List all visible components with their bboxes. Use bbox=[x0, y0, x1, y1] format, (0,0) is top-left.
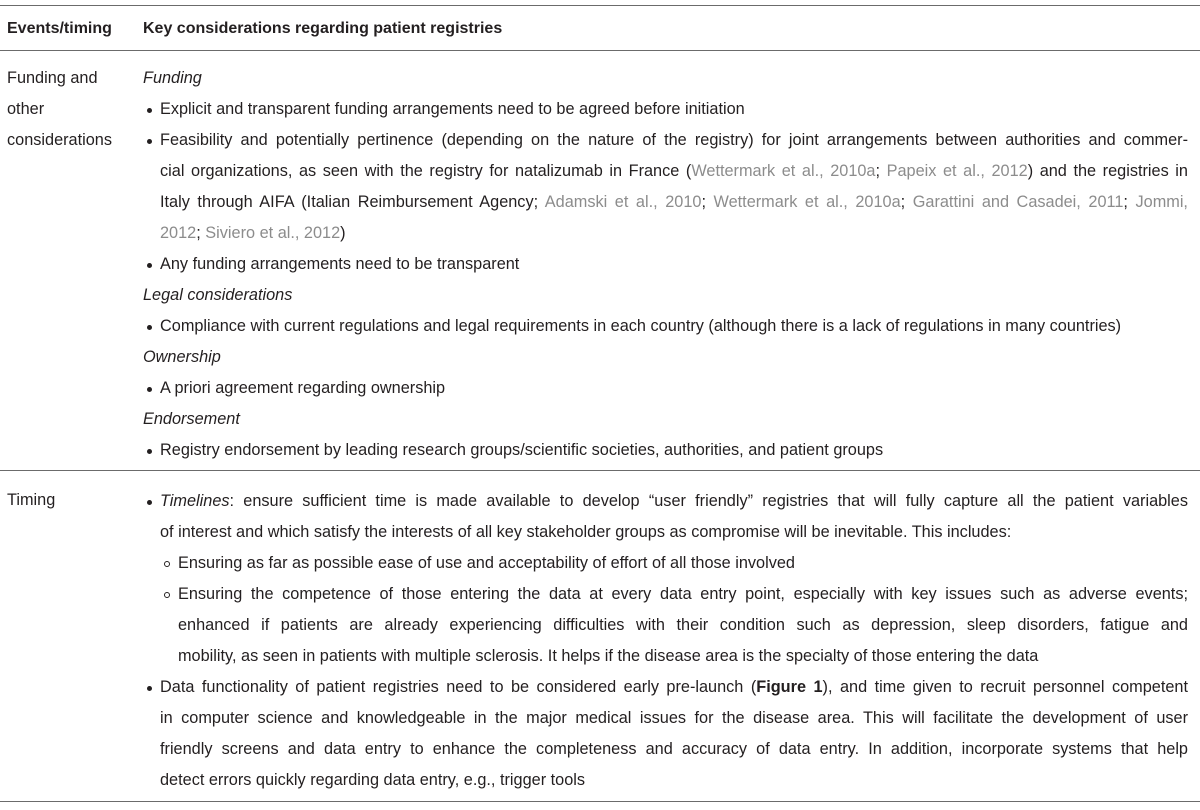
citation[interactable]: Siviero et al., 2012 bbox=[205, 224, 341, 242]
bullet-item bbox=[143, 672, 1188, 796]
citation[interactable]: 2012 bbox=[160, 224, 197, 242]
column-header-considerations: Key considerations regarding patient registries bbox=[143, 20, 503, 37]
bullet-item: Registry endorsement by leading research groups/scientific societies, authorities, and patient groups bbox=[143, 435, 1188, 466]
row-label-line: other bbox=[7, 100, 45, 118]
row-label-line: Funding and bbox=[7, 69, 98, 87]
text-line: cial organizations, as seen with the registry for natalizumab in France (Wettermark et al., 2010a; Papeix et al., 2012) and the registries in bbox=[160, 162, 1188, 180]
text-line: 2012; Siviero et al., 2012) bbox=[160, 224, 346, 242]
column-header-events: Events/timing bbox=[7, 20, 112, 37]
text-line: Data functionality of patient registries need to be considered early pre-launch (Figure 1), and time given to recruit personnel competent bbox=[160, 678, 1188, 696]
row-label-funding bbox=[7, 63, 112, 156]
citation[interactable]: Wettermark et al., 2010a bbox=[691, 162, 876, 180]
row1-content bbox=[143, 63, 1188, 466]
row2-content bbox=[143, 486, 1188, 796]
citation[interactable]: Jommi, bbox=[1135, 193, 1188, 211]
citation[interactable]: Garattini and Casadei, 2011 bbox=[912, 193, 1124, 211]
text-line: detect errors quickly regarding data entry, e.g., trigger tools bbox=[160, 771, 586, 789]
citation[interactable]: Adamski et al., 2010 bbox=[544, 193, 702, 211]
row-label-line: considerations bbox=[7, 131, 112, 149]
section-heading-endorsement: Endorsement bbox=[143, 410, 240, 428]
text-line: Timelines: ensure sufficient time is made available to develop “user friendly” registries that will fully capture all the patient variables bbox=[160, 492, 1188, 510]
bullet-item: Explicit and transparent funding arrangements need to be agreed before initiation bbox=[143, 94, 1188, 125]
sub-bullet-item: Ensuring as far as possible ease of use and acceptability of effort of all those involved bbox=[143, 548, 1188, 579]
text-line: enhanced if patients are already experiencing difficulties with their condition such as depression, sleep disorders, fatigue and bbox=[178, 616, 1188, 634]
section-heading-ownership: Ownership bbox=[143, 348, 221, 366]
bullet-item: Compliance with current regulations and legal requirements in each country (although there is a lack of regulations in many countries) bbox=[143, 311, 1188, 342]
section-heading-legal: Legal considerations bbox=[143, 286, 293, 304]
top-rule bbox=[0, 5, 1200, 6]
section-heading-funding: Funding bbox=[143, 69, 202, 87]
bullet-item: Any funding arrangements need to be transparent bbox=[143, 249, 1188, 280]
text-line: mobility, as seen in patients with multiple sclerosis. It helps if the disease area is the specialty of those entering the data bbox=[178, 647, 1039, 665]
text-line: of interest and which satisfy the interests of all key stakeholder groups as compromise will be inevitable. This includes: bbox=[160, 523, 1012, 541]
bullet-item bbox=[143, 125, 1188, 249]
text-line: Feasibility and potentially pertinence (depending on the nature of the registry) for joint arrangements between authorities and commer- bbox=[160, 131, 1188, 149]
citation[interactable]: Papeix et al., 2012 bbox=[886, 162, 1028, 180]
figure-reference[interactable]: Figure 1 bbox=[756, 678, 823, 696]
row-label-line: Timing bbox=[7, 491, 56, 509]
row-divider bbox=[0, 470, 1200, 471]
sub-bullet-item bbox=[143, 579, 1188, 672]
text-line: friendly screens and data entry to enhance the completeness and accuracy of data entry. In addition, incorporate systems that help bbox=[160, 740, 1188, 758]
bottom-rule bbox=[0, 801, 1200, 802]
text-line: Ensuring the competence of those entering the data at every data entry point, especially with key issues such as adverse events; bbox=[178, 585, 1188, 603]
text-line: in computer science and knowledgeable in the major medical issues for the disease area. This will facilitate the development of user bbox=[160, 709, 1188, 727]
citation[interactable]: Wettermark et al., 2010a bbox=[713, 193, 901, 211]
row-label-timing bbox=[7, 485, 55, 516]
header-rule bbox=[0, 50, 1200, 51]
text-line: Italy through AIFA (Italian Reimbursement Agency; Adamski et al., 2010; Wettermark et al., 2010a; Garattini and Casadei, 2011; Jommi, bbox=[160, 193, 1188, 211]
bullet-item: A priori agreement regarding ownership bbox=[143, 373, 1188, 404]
bullet-item bbox=[143, 486, 1188, 548]
